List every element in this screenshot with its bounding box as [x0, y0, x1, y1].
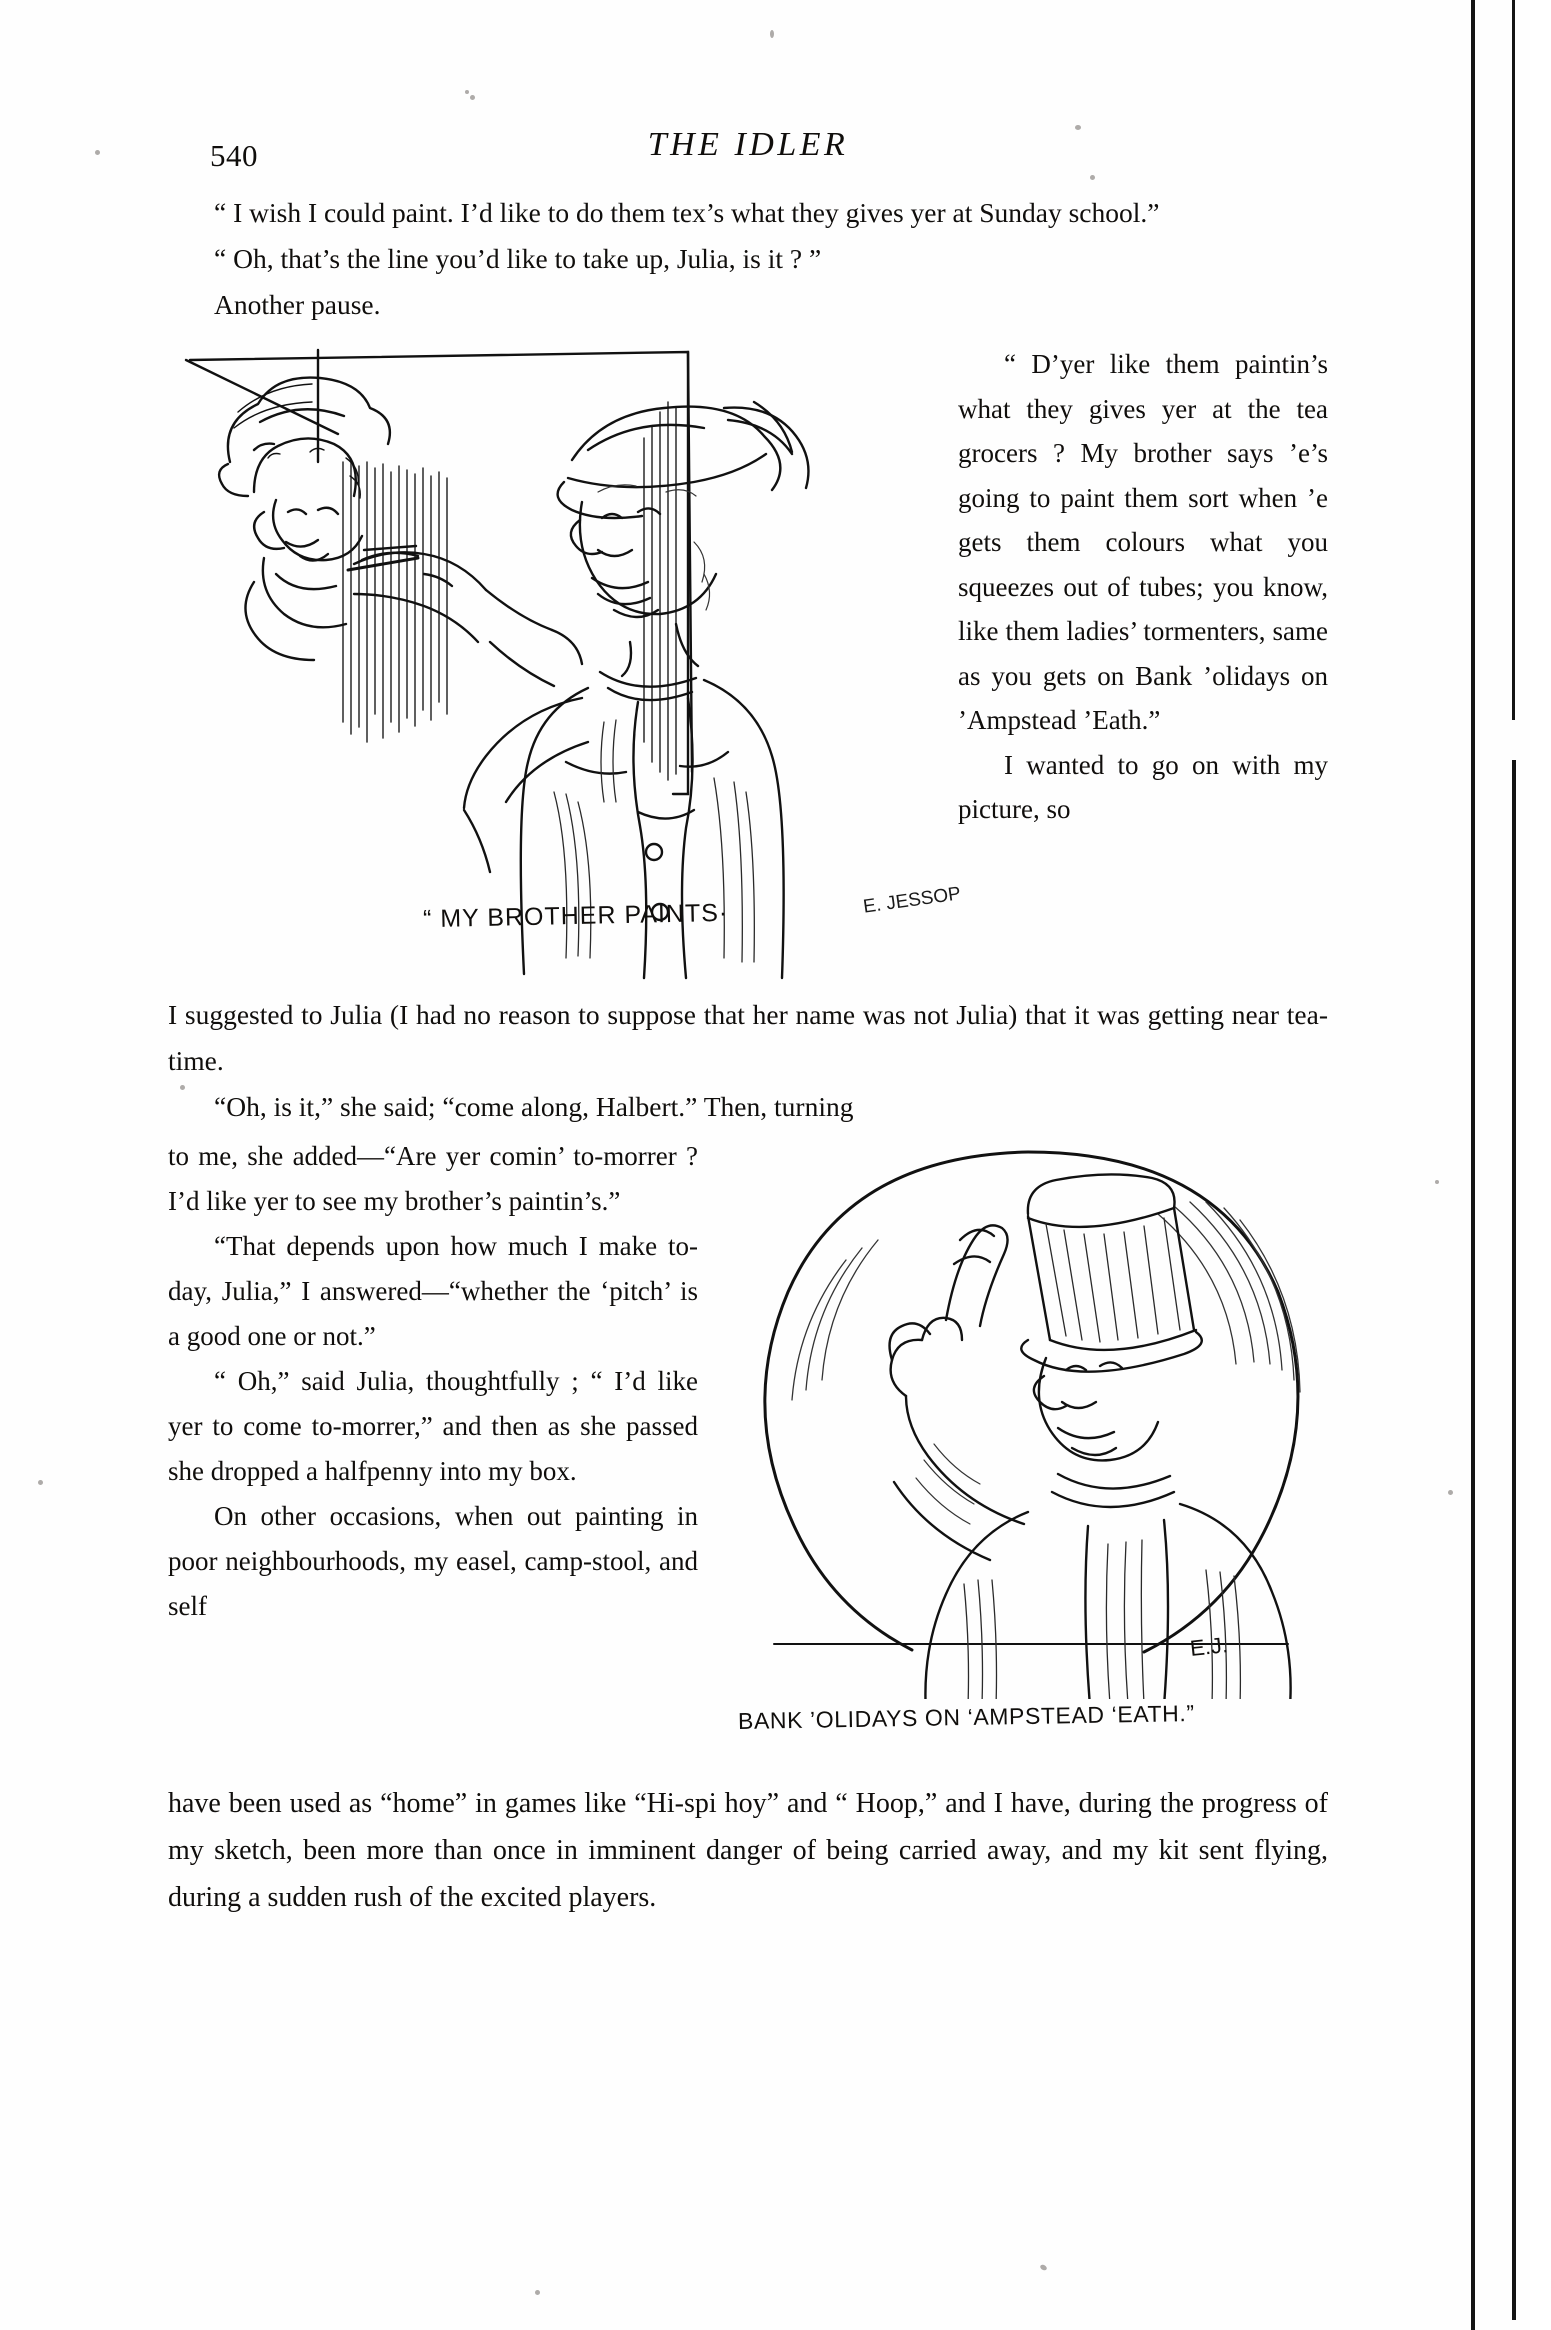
illustration-bank-olidays	[728, 1144, 1328, 1699]
book-title: THE IDLER	[647, 126, 849, 163]
paragraph: have been used as “home” in games like “Hi-spi hoy” and “ Hoop,” and I have, during the progress of my sketch, been more than once in imminent danger of being carried away, and my kit sent flying, during a sudden rush of the excited players.	[168, 1788, 1328, 1913]
middle-text-block	[168, 992, 1328, 1130]
paragraph: “ I wish I could paint. I’d like to do them tex’s what they gives yer at Sunday school.”	[214, 197, 1160, 228]
paragraph: On other occasions, when out painting in poor neighbourhoods, my easel, camp-stool, and self	[168, 1501, 698, 1621]
paragraph: I suggested to Julia (I had no reason to suppose that her name was not Julia) that it was getting near tea-time.	[168, 999, 1328, 1076]
speck	[1039, 2264, 1048, 2272]
scan-edge-upper	[1512, 0, 1515, 720]
figure-1-signature: E. JESSOP	[861, 883, 963, 918]
paragraph: “That depends upon how much I make to-day, Julia,” I answered—“whether the ‘pitch’ is a good one or not.”	[168, 1231, 698, 1351]
speck	[470, 95, 475, 100]
paragraph: to me, she added—“Are yer comin’ to-morrer ? I’d like yer to see my brother’s paintin’s.”	[168, 1141, 698, 1216]
speck	[535, 2290, 540, 2295]
scan-edge-lower	[1512, 760, 1516, 2320]
speck	[38, 1480, 43, 1485]
figure-2-block	[168, 1134, 1328, 1774]
page-number: 540	[210, 138, 258, 173]
figure-1-side-column	[958, 342, 1328, 832]
paragraph: I wanted to go on with my picture, so	[958, 749, 1328, 824]
figure-2-side-column	[168, 1134, 698, 1629]
illustration-my-brother-paints	[168, 342, 908, 982]
paragraph: “Oh, is it,” she said; “come along, Halbert.” Then, turning	[214, 1091, 854, 1122]
speck	[1448, 1490, 1453, 1495]
page-margin-white	[1530, 0, 1551, 2330]
speck	[1435, 1180, 1439, 1184]
paragraph: Another pause.	[214, 289, 381, 320]
figure-1-caption: “ MY BROTHER PAINTS·	[422, 898, 729, 934]
paragraph: “ Oh,” said Julia, thoughtfully ; “ I’d like yer to come to-morrer,” and then as she passed she dropped a halfpenny into my box.	[168, 1366, 698, 1486]
speck	[770, 30, 774, 38]
speck	[95, 150, 100, 155]
figure-2-signature: E.J.	[1188, 1632, 1230, 1661]
bottom-text-block	[168, 1780, 1328, 1921]
scan-edge-left	[1471, 0, 1475, 2330]
figure-1-block	[168, 342, 1328, 982]
paragraph: “ Oh, that’s the line you’d like to take up, Julia, is it ? ”	[214, 243, 822, 274]
top-text-block	[168, 190, 1328, 328]
running-head	[168, 120, 1328, 182]
speck	[465, 90, 469, 94]
figure-2-caption: BANK ’OLIDAYS ON ‘AMPSTEAD ‘EATH.”	[737, 1700, 1195, 1734]
paragraph: “ D’yer like them paintin’s what they gives yer at the tea grocers ? My brother says ’e’s going to paint them sort when ’e gets them colours what you squeezes out of tubes; you know, like them ladies’ tormenters, same as you gets on Bank ’olidays on ’Ampstead ’Eath.”	[958, 349, 1328, 735]
